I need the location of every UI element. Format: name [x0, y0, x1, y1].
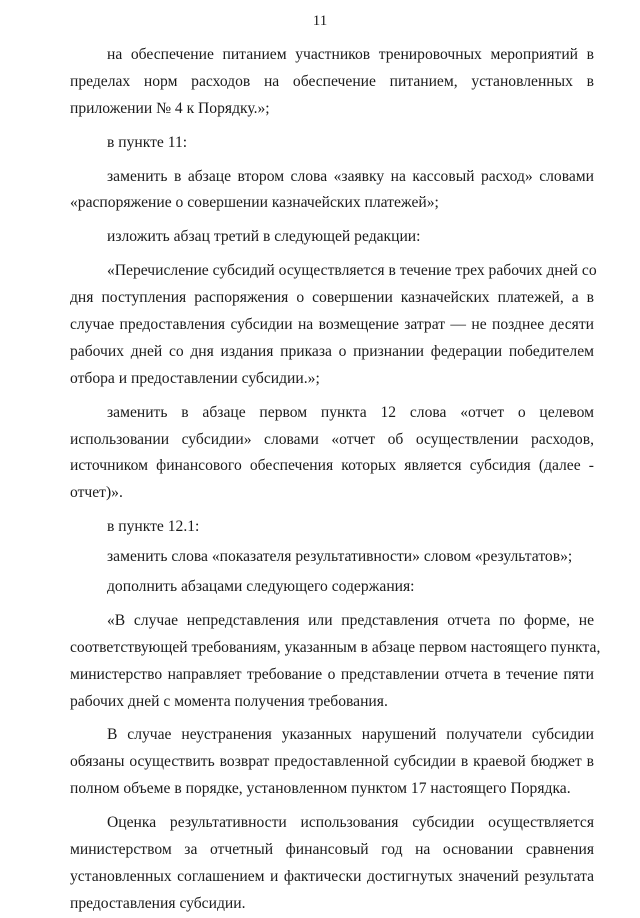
text-line: рабочих дней со дня издания приказа о признании федерации победителем [70, 342, 594, 360]
text-line: дня поступления распоряжения о совершении казначейских платежей, а в [70, 289, 594, 307]
text-line: рабочих дней с момента получения требования. [70, 692, 388, 710]
text-line: изложить абзац третий в следующей редакции: [107, 228, 421, 246]
text-line: на обеспечение питанием участников тренировочных мероприятий в [107, 46, 594, 63]
text-line: в пункте 11: [107, 133, 188, 151]
text-line: заменить в абзаце втором слова «заявку на кассовый расход» словами [107, 167, 594, 185]
text-line: заменить слова «показателя результативности» словом «результатов»; [107, 548, 573, 566]
text-line: приложении № 4 к Порядку.»; [70, 99, 270, 117]
text-line: использовании субсидии» словами «отчет об осуществлении расходов, [70, 430, 594, 448]
text-line: полном объеме в порядке, установленном пунктом 17 настоящего Порядка. [70, 780, 571, 798]
text-line: в пункте 12.1: [107, 518, 200, 536]
text-line: случае предоставления субсидии на возмещение затрат — не позднее десяти [70, 316, 594, 334]
text-line: министерство направляет требование о представлении отчета в течение пяти [70, 665, 594, 683]
text-line: соответствующей требованиям, указанным в абзаце первом настоящего пункта, [70, 638, 601, 656]
text-line: заменить в абзаце первом пункта 12 слова «отчет о целевом [107, 403, 594, 421]
text-line: «В случае непредставления или представления отчета по форме, не [107, 611, 594, 629]
text-line: «распоряжение о совершении казначейских платежей»; [70, 194, 439, 212]
text-line: пределах норм расходов на обеспечение питанием, установленных в [70, 72, 594, 90]
text-line: отчет)». [70, 484, 123, 502]
text-line: предоставления субсидии. [70, 894, 246, 912]
text-line: отбора и предоставлении субсидии.»; [70, 369, 320, 387]
text-line: «Перечисление субсидий осуществляется в течение трех рабочих дней со [107, 262, 597, 280]
text-line: Оценка результативности использования субсидии осуществляется [107, 814, 594, 832]
document-body [70, 42, 601, 918]
text-line: министерством за отчетный финансовый год на основании сравнения [70, 841, 594, 859]
text-line: установленных соглашением и фактически достигнутых значений результата [70, 867, 594, 885]
text-line: дополнить абзацами следующего содержания: [107, 578, 415, 596]
text-line: источником финансового обеспечения которых является субсидия (далее - [70, 457, 594, 475]
text-line: В случае неустранения указанных нарушений получатели субсидии [107, 726, 594, 744]
page-number: 11 [312, 13, 328, 29]
text-line: обязаны осуществить возврат предоставленной субсидии в краевой бюджет в [70, 753, 594, 771]
